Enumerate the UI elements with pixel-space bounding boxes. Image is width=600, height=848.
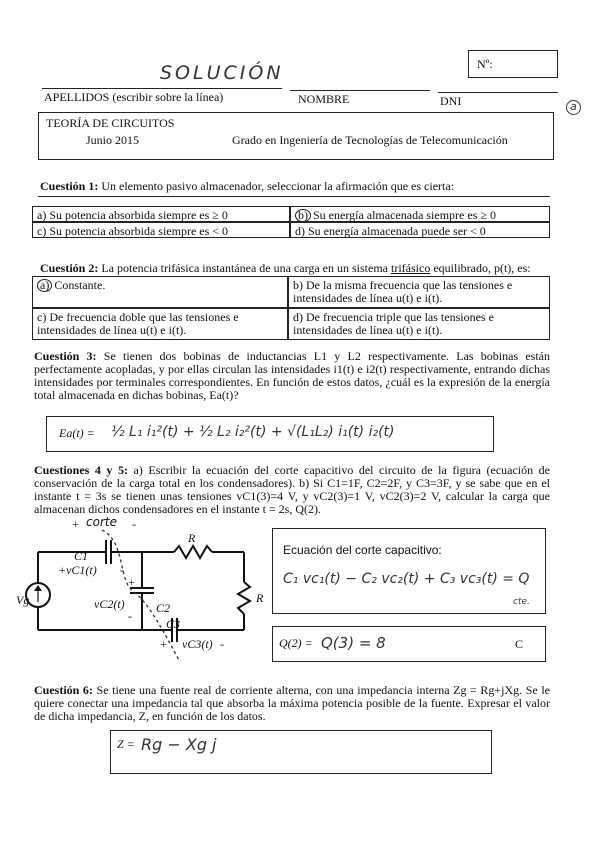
solution-handwritten: SOLUCIÓN [160, 62, 284, 84]
vc1-label: +vC1(t) [58, 563, 97, 577]
r-right-label: R [256, 591, 264, 605]
c2-label: C2 [156, 601, 171, 615]
vg-label: Vg [16, 593, 30, 607]
q1-option-b-text: Su energía almacenada siempre es ≥ 0 [313, 208, 496, 222]
corte-minus: - [132, 517, 136, 531]
resistor-top-icon [174, 546, 212, 558]
cut-equation-box [272, 528, 546, 614]
q2-charge-handwritten: Q(3) = 8 [321, 634, 386, 652]
q6-answer-label: Z = [117, 737, 135, 751]
c3-plus: + [160, 637, 167, 651]
circuit-diagram [14, 512, 270, 682]
q1-option-a [32, 206, 290, 222]
cut-equation-handwritten: C₁ vc₁(t) − C₂ vc₂(t) + C₃ vc₃(t) = Q [283, 571, 530, 587]
q2-text-underlined: trifásico [391, 261, 431, 275]
corner-mark: a [566, 100, 581, 115]
surname-line [42, 88, 282, 89]
q45-statement [34, 464, 550, 516]
cut-equation-note: cte. [513, 597, 530, 607]
q2-text-pre: La potencia trifásica instantánea de una carga en un sistema [101, 261, 391, 275]
q2-charge-unit: C [515, 637, 524, 651]
q45-text: a) Escribir la ecuación del corte capacitivo del circuito de la figura (ecuación de conservación de la carga total en los condensadores). b) Si C1=1F, C2=2F, y C3=3F, y se sabe que en el instante t = 3s se tienen unas tensiones vC1(3)=4 V, y vC2(3)=1 V, vC2(3)=2 V, calcular la carga que almacenan dichos condensadores en el instante t = 2s, Q(2). [34, 463, 551, 516]
q1-option-d [290, 222, 550, 238]
q2-option-a-circled: a) [37, 279, 52, 292]
dni-label: DNI [440, 94, 462, 108]
name-line [290, 90, 430, 91]
surname-label: APELLIDOS (escribir sobre la línea) [44, 90, 224, 104]
q6-statement [34, 684, 550, 723]
c3-minus: - [220, 637, 224, 651]
q45-label: Cuestiones 4 y 5: [34, 463, 128, 477]
q1-option-c [32, 222, 290, 238]
c3-label: C3 [166, 617, 181, 631]
q1-statement [40, 180, 550, 193]
q3-answer-label: Ea(t) = [59, 426, 95, 440]
c2-plus: + [128, 575, 135, 589]
cut-equation-title: Ecuación del corte capacitivo: [283, 543, 442, 557]
corte-plus: + [72, 517, 79, 531]
q2-option-d [288, 308, 550, 340]
vc3-label: vC3(t) [182, 637, 213, 651]
q2-option-b [288, 276, 550, 308]
corte-label: corte [86, 515, 117, 529]
q6-text: Se tiene una fuente real de corriente alterna, con una impedancia interna Zg = Rg+jXg. Se le quiere conectar una impedancia tal que absorba la máxima potencia posible de la fuente. Expresar el valor de dicha impedancia, Z, en función de los datos. [34, 683, 550, 723]
q3-answer-box [46, 416, 494, 452]
number-box [468, 50, 558, 78]
q1-rule [38, 196, 550, 197]
q6-answer-box [110, 730, 492, 774]
resistor-right-icon [238, 582, 250, 614]
c2-minus: - [128, 609, 132, 623]
q3-text: Se tienen dos bobinas de inductancias L1 y L2 respectivamente. Las bobinas están perfectamente acopladas, y por ellas circulan las intensidades i1(t) e i2(t) respectivamente, entrando dichas intensidades por terminales correspondientes. En función de estos datos, ¿cuál es la expresión de la energía total almacenada en dichas bobinas, Ea(t)? [34, 349, 551, 402]
course-date: Junio 2015 [86, 133, 140, 147]
q1-option-b-circled: b) [295, 209, 311, 222]
q2-charge-box [272, 626, 546, 662]
q2-option-b-text: b) De la misma frecuencia que las tensiones e intensidades de línea u(t) e i(t). [293, 278, 513, 305]
q1-label: Cuestión 1: [40, 179, 99, 193]
q1-option-c-text: c) Su potencia absorbida siempre es < 0 [37, 224, 229, 238]
q2-option-d-text: d) De frecuencia triple que las tensiones e intensidades de línea u(t) e i(t). [293, 310, 494, 337]
q2-text-post: equilibrado, p(t), es: [430, 261, 531, 275]
q2-option-a [32, 276, 288, 308]
r-top-label: R [188, 531, 196, 545]
q2-statement [40, 262, 560, 275]
vc1-minus: - [120, 563, 124, 577]
vc2-label: vC2(t) [94, 597, 125, 611]
q2-option-a-text: Constante. [54, 278, 106, 292]
q2-label: Cuestión 2: [40, 261, 99, 275]
q1-option-d-text: d) Su energía almacenada puede ser < 0 [295, 224, 486, 238]
c1-label: C1 [74, 549, 89, 563]
course-title: TEORÍA DE CIRCUITOS [46, 116, 175, 130]
q2-charge-label: Q(2) = [279, 636, 313, 650]
q3-statement [34, 350, 550, 402]
q1-option-b [290, 206, 550, 222]
dni-line [438, 92, 558, 93]
number-label: Nº: [477, 57, 493, 71]
course-degree: Grado en Ingeniería de Tecnologías de Telecomunicación [232, 133, 508, 147]
q6-answer-handwritten: Rg − Xg j [141, 735, 217, 754]
q2-option-c-text: c) De frecuencia doble que las tensiones e intensidades de línea u(t) e i(t). [37, 310, 239, 337]
q3-label: Cuestión 3: [34, 349, 97, 363]
q6-label: Cuestión 6: [34, 683, 93, 697]
q1-text: Un elemento pasivo almacenador, seleccionar la afirmación que es cierta: [101, 179, 455, 193]
q3-answer-handwritten: ½ L₁ i₁²(t) + ½ L₂ i₂²(t) + √(L₁L₂) i₁(t) i₂(t) [111, 424, 395, 440]
name-label: NOMBRE [298, 92, 350, 106]
q1-option-a-text: a) Su potencia absorbida siempre es ≥ 0 [37, 208, 228, 222]
q2-option-c [32, 308, 288, 340]
